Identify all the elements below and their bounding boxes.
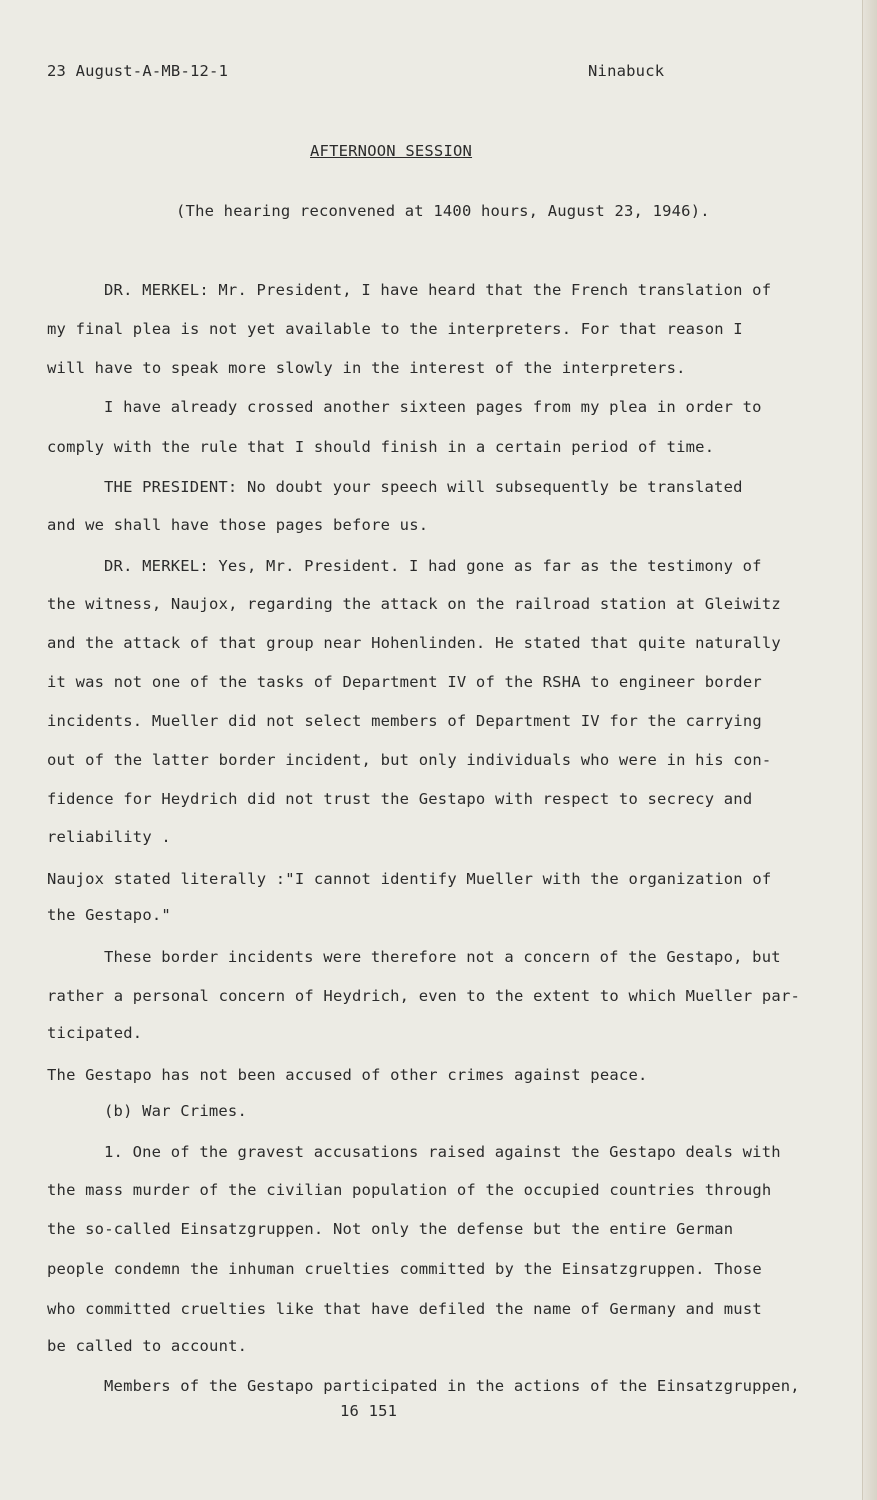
body-line: ticipated. — [47, 1024, 143, 1042]
body-line: people condemn the inhuman cruelties committed by the Einsatzgruppen. Those — [47, 1260, 762, 1278]
body-line: I have already crossed another sixteen pages from my plea in order to — [104, 398, 762, 416]
body-line: the so-called Einsatzgruppen. Not only the defense but the entire German — [47, 1220, 734, 1238]
transcript-reference: 23 August-A-MB-12-1 — [47, 62, 229, 80]
body-line: out of the latter border incident, but only individuals who were in his con- — [47, 751, 772, 769]
body-line: DR. MERKEL: Yes, Mr. President. I had gone as far as the testimony of — [104, 557, 762, 575]
body-line: who committed cruelties like that have defiled the name of Germany and must — [47, 1300, 762, 1318]
body-line: These border incidents were therefore not a concern of the Gestapo, but — [104, 948, 781, 966]
section-heading: (b) War Crimes. — [104, 1102, 247, 1120]
body-line: and we shall have those pages before us. — [47, 516, 429, 534]
body-line: the mass murder of the civilian population of the occupied countries through — [47, 1181, 772, 1199]
body-line: incidents. Mueller did not select members of Department IV for the carrying — [47, 712, 762, 730]
body-line: it was not one of the tasks of Department IV of the RSHA to engineer border — [47, 673, 762, 691]
body-line: reliability . — [47, 828, 171, 846]
body-line: and the attack of that group near Hohenlinden. He stated that quite naturally — [47, 634, 781, 652]
body-line: fidence for Heydrich did not trust the Gestapo with respect to secrecy and — [47, 790, 753, 808]
body-line: the Gestapo." — [47, 906, 171, 924]
body-line: be called to account. — [47, 1337, 248, 1355]
page-edge — [862, 0, 877, 1500]
body-line: the witness, Naujox, regarding the attack on the railroad station at Gleiwitz — [47, 595, 781, 613]
body-line: my final plea is not yet available to the interpreters. For that reason I — [47, 320, 743, 338]
body-line: comply with the rule that I should finish in a certain period of time. — [47, 438, 715, 456]
body-line: THE PRESIDENT: No doubt your speech will subsequently be translated — [104, 478, 743, 496]
body-line: will have to speak more slowly in the interest of the interpreters. — [47, 359, 686, 377]
body-line: rather a personal concern of Heydrich, even to the extent to which Mueller par- — [47, 987, 801, 1005]
page-number: 16 151 — [340, 1402, 398, 1420]
body-line: Members of the Gestapo participated in the actions of the Einsatzgruppen, — [104, 1377, 800, 1395]
session-title: AFTERNOON SESSION — [310, 142, 473, 160]
body-line: DR. MERKEL: Mr. President, I have heard that the French translation of — [104, 281, 772, 299]
reconvened-note: (The hearing reconvened at 1400 hours, August 23, 1946). — [176, 202, 710, 220]
reporter-name: Ninabuck — [588, 62, 665, 80]
body-line: The Gestapo has not been accused of other crimes against peace. — [47, 1066, 648, 1084]
body-line: 1. One of the gravest accusations raised against the Gestapo deals with — [104, 1143, 781, 1161]
body-line: Naujox stated literally :"I cannot identify Mueller with the organization of — [47, 870, 772, 888]
